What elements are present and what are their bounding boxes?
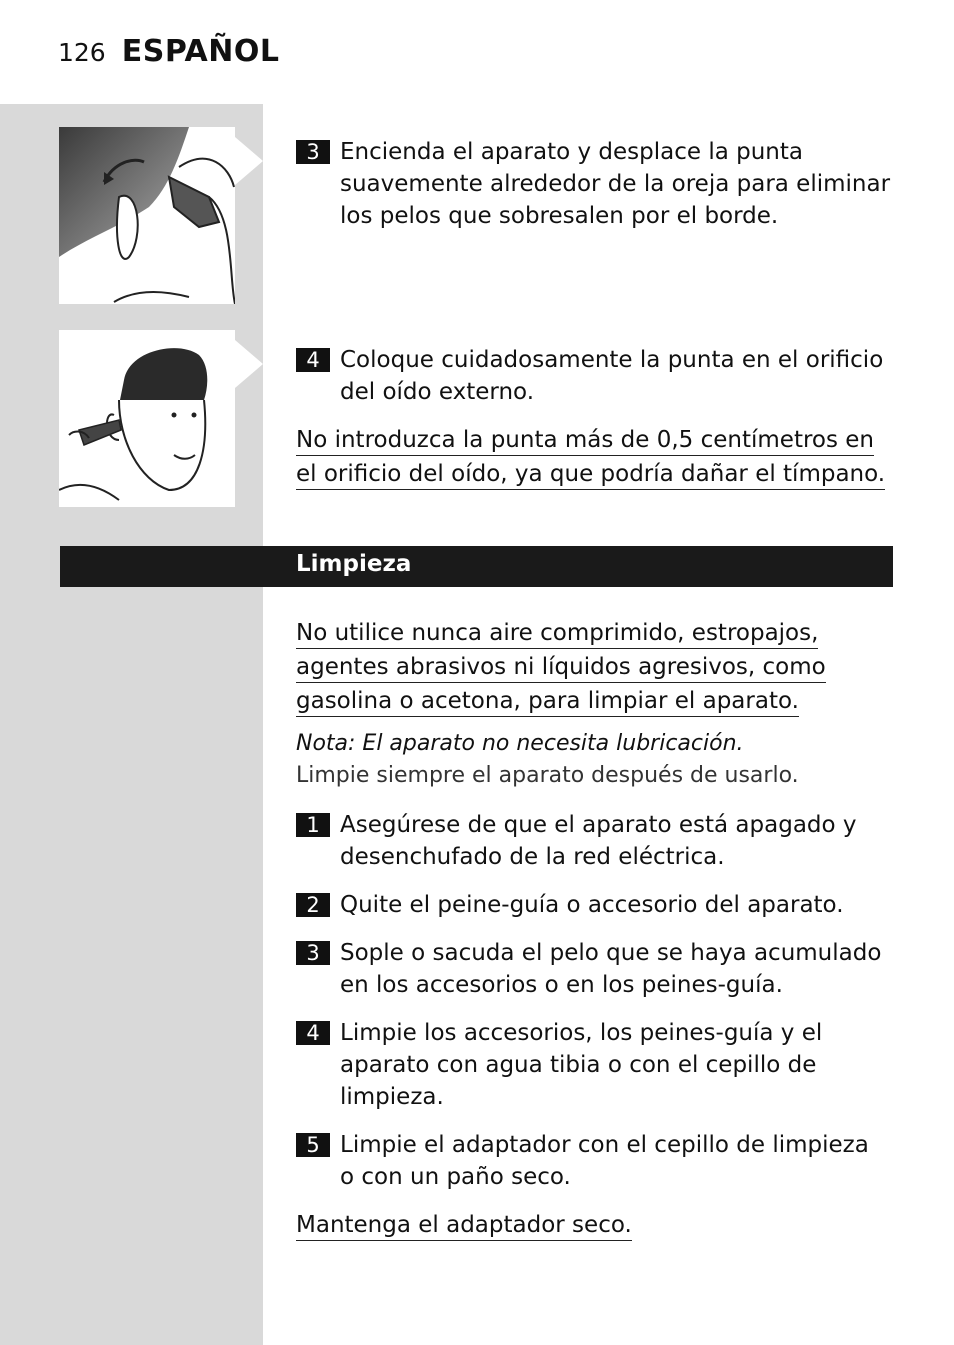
cleaning-step-3	[296, 937, 896, 1001]
cleaning-step-5	[296, 1129, 896, 1193]
warning-line: Mantenga el adaptador seco.	[296, 1210, 632, 1241]
step-4-ear	[296, 344, 896, 408]
step-number: 3	[296, 140, 330, 164]
step-text-line: los pelos que sobresalen por el borde.	[340, 203, 779, 229]
warning-ear-depth	[296, 424, 896, 492]
warning-line: el orificio del oído, ya que podría dañar el tímpano.	[296, 459, 885, 490]
ear-canal-icon	[59, 330, 235, 507]
page-number: 126	[58, 38, 106, 67]
step-text-line: Limpie los accesorios, los peines-guía y el	[340, 1020, 823, 1046]
step-number: 4	[296, 348, 330, 372]
cleaning-step-1	[296, 809, 896, 873]
ear-trimming-icon	[59, 127, 235, 304]
warning-line: No utilice nunca aire comprimido, estropajos,	[296, 618, 818, 649]
step-text-line: Encienda el aparato y desplace la punta	[340, 139, 803, 165]
step-text-line: Quite el peine-guía o accesorio del aparato.	[340, 892, 844, 918]
step-number: 2	[296, 893, 330, 917]
warning-line: agentes abrasivos ni líquidos agresivos, como	[296, 652, 826, 683]
step-text-line: desenchufado de la red eléctrica.	[340, 844, 725, 870]
step-text-line: del oído externo.	[340, 379, 535, 405]
step-text-line: limpieza.	[340, 1084, 444, 1110]
step-3-ear	[296, 136, 896, 232]
step-text-line: Sople o sacuda el pelo que se haya acumulado	[340, 940, 882, 966]
note-text: Limpie siempre el aparato después de usarlo.	[296, 763, 799, 788]
illustration-pointer	[235, 340, 263, 388]
warning-line: gasolina o acetona, para limpiar el aparato.	[296, 686, 799, 717]
note-block	[296, 728, 799, 792]
ear-trimming-illustration	[59, 127, 235, 304]
final-warning	[296, 1209, 896, 1243]
step-text-line: Asegúrese de que el aparato está apagado y	[340, 812, 857, 838]
page-header	[58, 34, 280, 74]
cleaning-step-4	[296, 1017, 896, 1113]
step-text-line: en los accesorios o en los peines-guía.	[340, 972, 783, 998]
language-heading: ESPAÑOL	[121, 34, 280, 69]
step-text-line: aparato con agua tibia o con el cepillo de	[340, 1052, 817, 1078]
step-text-line: o con un paño seco.	[340, 1164, 571, 1190]
step-number: 5	[296, 1133, 330, 1157]
step-number: 3	[296, 941, 330, 965]
step-text-line: Limpie el adaptador con el cepillo de limpieza	[340, 1132, 869, 1158]
step-number: 1	[296, 813, 330, 837]
step-text-line: suavemente alrededor de la oreja para eliminar	[340, 171, 891, 197]
section-header-limpieza	[60, 546, 893, 587]
section-title: Limpieza	[296, 551, 412, 577]
illustration-pointer	[235, 137, 263, 185]
warning-cleaning	[296, 617, 896, 719]
ear-canal-illustration	[59, 330, 235, 507]
cleaning-step-2	[296, 889, 896, 921]
note-italic: Nota: El aparato no necesita lubricación.	[296, 731, 744, 756]
step-number: 4	[296, 1021, 330, 1045]
step-text-line: Coloque cuidadosamente la punta en el orificio	[340, 347, 884, 373]
warning-line: No introduzca la punta más de 0,5 centímetros en	[296, 425, 874, 456]
